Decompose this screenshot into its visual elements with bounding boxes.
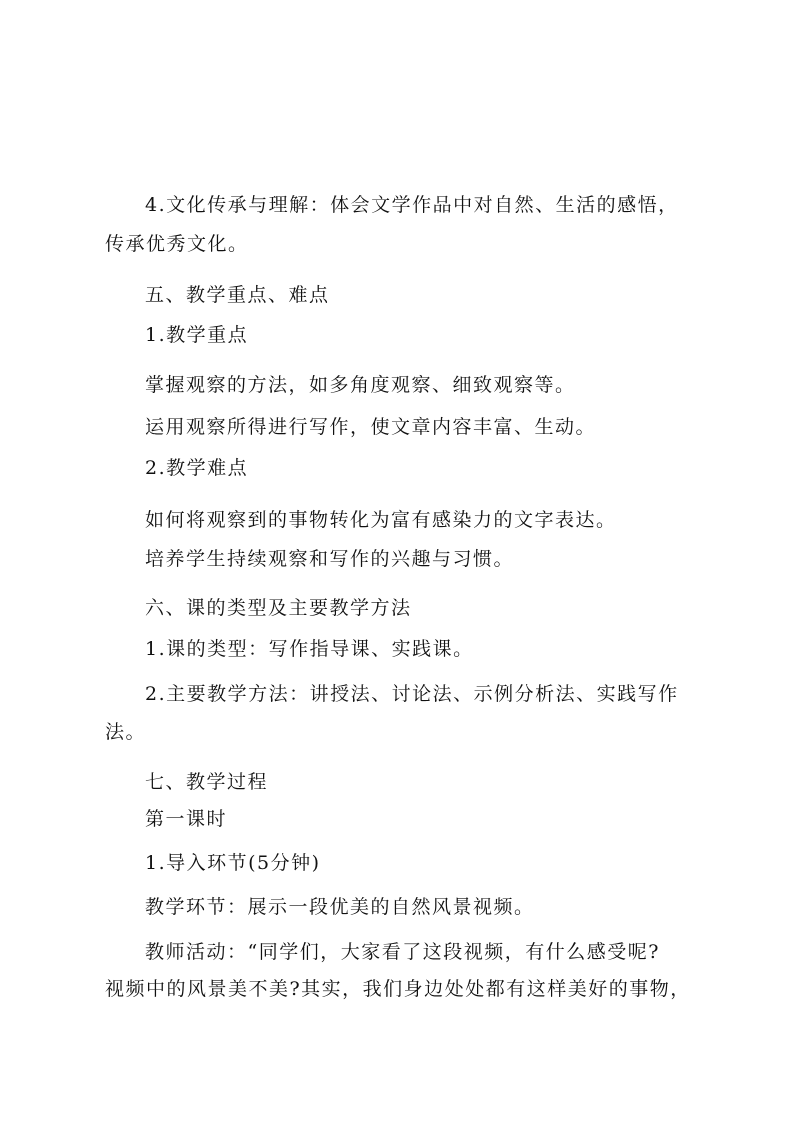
subsection-heading: 2.教学难点 [145, 457, 249, 479]
text-line: 运用观察所得进行写作，使文章内容丰富、生动。 [145, 416, 597, 438]
text-line: 掌握观察的方法，如多角度观察、细致观察等。 [145, 374, 576, 396]
text-line: 传承优秀文化。 [105, 233, 249, 255]
subsection-heading: 第一课时 [145, 808, 228, 830]
subsection-heading: 1.导入环节(5分钟) [145, 852, 321, 874]
text-line: 如何将观察到的事物转化为富有感染力的文字表达。 [145, 509, 617, 531]
text-line: 视频中的风景美不美?其实，我们身边处处都有这样美好的事物， [105, 978, 691, 1000]
section-heading: 六、课的类型及主要教学方法 [145, 597, 412, 619]
subsection-heading: 1.教学重点 [145, 324, 249, 346]
text-line: 法。 [105, 721, 147, 743]
text-line: 2.主要教学方法：讲授法、讨论法、示例分析法、实践写作 [145, 683, 679, 705]
text-line: 1.课的类型：写作指导课、实践课。 [145, 638, 474, 660]
text-line: 教学环节：展示一段优美的自然风景视频。 [145, 896, 535, 918]
text-line: 教师活动：“同学们，大家看了这段视频，有什么感受呢? [145, 941, 660, 963]
text-line: 4.文化传承与理解：体会文学作品中对自然、生活的感悟， [145, 194, 679, 216]
section-heading: 七、教学过程 [145, 771, 269, 793]
section-heading: 五、教学重点、难点 [145, 284, 330, 306]
text-line: 培养学生持续观察和写作的兴趣与习惯。 [145, 548, 515, 570]
